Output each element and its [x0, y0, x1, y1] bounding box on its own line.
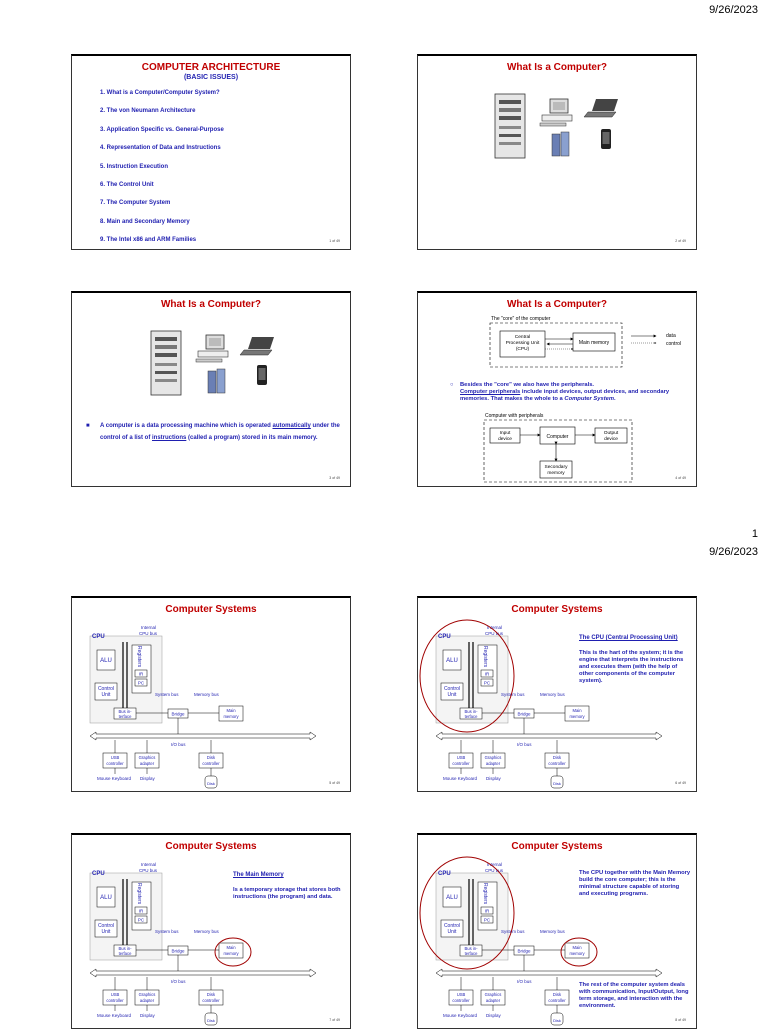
internal-bus-label: CPU bus: [485, 631, 504, 636]
main-memory-label: Main: [572, 945, 582, 950]
secondary-memory-label: memory: [547, 471, 565, 476]
mouse-keyboard-label: Mouse Keyboard: [443, 776, 478, 781]
pc-label: PC: [483, 680, 491, 686]
graphics-adapter-label: Graphics: [484, 992, 502, 997]
section-body: This is the hart of the system; it is the engine that interprets the instructions and executes them (with the help of other components of the computer system).: [579, 650, 684, 684]
display-label: Display: [486, 1013, 501, 1018]
workstation-icon: [552, 132, 569, 156]
graphics-adapter-label: adapter: [139, 761, 155, 766]
internal-bus-label: CPU bus: [139, 868, 158, 873]
slide-footer: 5 of 49: [329, 781, 340, 785]
legend-control: control: [666, 341, 682, 347]
disk-label: Disk: [207, 781, 215, 786]
slide-bullet: [86, 420, 341, 444]
disk-controller-label: Disk: [206, 755, 216, 760]
usb-controller-label: controller: [452, 761, 470, 766]
bus-interface-label: Bus in-: [464, 709, 478, 714]
slide-5: [71, 596, 351, 792]
registers-label: Registers: [136, 646, 142, 668]
cpu-label: CPU: [438, 634, 451, 640]
slide-8: [417, 833, 697, 1029]
core-label: The "core" of the computer: [491, 316, 551, 322]
internal-bus-label: Internal: [141, 862, 157, 867]
section-body: The rest of the computer system deals with communication, Input/Output, long term storage, and interaction with the environment.: [579, 982, 689, 1009]
toc-item: 8. Main and Secondary Memory: [100, 218, 190, 225]
bullet-emphasis: Computer peripherals: [460, 389, 521, 396]
slide-footer: 7 of 49: [329, 1018, 340, 1022]
system-bus-label: System bus: [155, 929, 179, 934]
io-bus-label: I/O bus: [517, 742, 532, 747]
slide-footer: 2 of 49: [675, 239, 686, 243]
slide-4: [417, 291, 697, 487]
page-date-top: 9/26/2023: [709, 4, 758, 16]
bullet-text: .: [614, 396, 616, 403]
disk-label: Disk: [207, 1018, 215, 1023]
bridge-label: Bridge: [171, 711, 185, 717]
toc-item: 7. The Computer System: [100, 200, 171, 207]
phone-icon: [257, 365, 267, 385]
control-unit-label: Control: [443, 923, 461, 929]
pc-label: PC: [137, 917, 145, 923]
main-memory-label: Main memory: [578, 340, 610, 346]
desktop-pc-icon: [196, 335, 228, 362]
bullet-text: under the control of a list of: [100, 423, 340, 441]
graphics-adapter-label: Graphics: [484, 755, 502, 760]
server-tower-icon: [151, 331, 181, 395]
alu-label: ALU: [100, 895, 112, 901]
disk-label: Disk: [553, 1018, 561, 1023]
ir-label: IR: [484, 908, 490, 914]
disk-controller-label: controller: [548, 761, 566, 766]
bullet-emphasis: instructions: [152, 435, 187, 441]
bullet-icon: ■: [86, 423, 90, 429]
graphics-adapter-label: Graphics: [138, 755, 156, 760]
io-bus-label: I/O bus: [171, 979, 186, 984]
graphics-adapter-label: adapter: [139, 998, 155, 1003]
laptop-icon: [240, 337, 274, 355]
page-date-bottom: 9/26/2023: [709, 546, 758, 558]
cpu-label: CPU: [92, 634, 105, 640]
bus-interface-label: Bus in-: [118, 709, 132, 714]
section-body: Is a temporary storage that stores both instructions (the program) and data.: [233, 887, 341, 900]
cpu-highlight-circle: [418, 598, 697, 792]
laptop-icon: [584, 99, 618, 117]
io-bus-label: I/O bus: [517, 979, 532, 984]
alu-label: ALU: [446, 895, 458, 901]
slide-footer: 4 of 49: [675, 476, 686, 480]
io-bus-label: I/O bus: [171, 742, 186, 747]
system-bus-label: System bus: [501, 692, 525, 697]
slide-title: COMPUTER ARCHITECTURE: [141, 62, 281, 73]
main-memory-label: Main: [572, 708, 582, 713]
bus-interface-label: Bus in-: [118, 946, 132, 951]
main-memory-label: Main: [226, 708, 236, 713]
disk-controller-label: controller: [548, 998, 566, 1003]
graphics-adapter-label: adapter: [485, 998, 501, 1003]
slide-subtitle: (BASIC ISSUES): [183, 74, 239, 81]
peripherals-label: Computer with peripherals: [485, 413, 544, 419]
bus-interface-label: terface: [118, 951, 132, 956]
disk-controller-label: Disk: [206, 992, 216, 997]
bridge-label: Bridge: [171, 948, 185, 954]
main-memory-label: memory: [223, 951, 239, 956]
cpu-label: CPU: [438, 871, 451, 877]
output-device-label: Output: [603, 431, 619, 436]
usb-controller-label: controller: [106, 761, 124, 766]
toc-item: 4. Representation of Data and Instructions: [100, 145, 221, 152]
alu-label: ALU: [446, 658, 458, 664]
slide-title: Computer Systems: [165, 604, 257, 615]
mouse-keyboard-label: Mouse Keyboard: [97, 1013, 132, 1018]
toc-list: [100, 90, 224, 250]
disk-label: Disk: [553, 781, 561, 786]
control-unit-label: Control: [97, 923, 115, 929]
slide-footer: 8 of 49: [675, 1018, 686, 1022]
disk-controller-label: controller: [202, 998, 220, 1003]
cpu-label: CPU: [92, 871, 105, 877]
bus-interface-label: terface: [464, 951, 478, 956]
toc-item: 2. The von Neumann Architecture: [100, 108, 196, 115]
main-memory-label: Main: [226, 945, 236, 950]
usb-controller-label: controller: [106, 998, 124, 1003]
slide-title: Computer Systems: [511, 604, 603, 615]
slide-footer: 1 of 49: [329, 239, 340, 243]
io-bus-arrow: [90, 732, 316, 740]
mouse-keyboard-label: Mouse Keyboard: [443, 1013, 478, 1018]
bullet-text: include input devices, output devices, and secondary memories. That makes the whole to a: [460, 389, 670, 403]
control-unit-label: Unit: [101, 929, 111, 935]
section-heading: The CPU (Central Processing Unit): [579, 635, 678, 641]
toc-item: 3. Application Specific vs. General-Purpose: [100, 126, 224, 133]
computers-illustration: [418, 56, 697, 250]
bullet-text: A computer is a data processing machine which is operated: [100, 423, 273, 429]
bridge-label: Bridge: [517, 711, 531, 717]
internal-bus-label: Internal: [487, 862, 503, 867]
cpu-label: Processing Unit: [505, 341, 540, 346]
section-body: The CPU together with the Main Memory build the core computer; this is the minimal structure capable of storing and executing programs.: [579, 870, 691, 897]
display-label: Display: [140, 776, 155, 781]
bullet-text: (called a program) stored in its main memory.: [186, 435, 318, 441]
phone-icon: [601, 129, 611, 149]
bus-interface-label: terface: [118, 714, 132, 719]
toc-item: 6. The Control Unit: [100, 181, 154, 188]
slide-title: Computer Systems: [511, 841, 603, 852]
ir-label: IR: [138, 671, 144, 677]
slide-title: What Is a Computer?: [506, 62, 607, 73]
usb-controller-label: USB: [456, 755, 466, 760]
input-device-label: device: [498, 437, 512, 442]
toc-item: 5. Instruction Execution: [100, 163, 169, 170]
system-diagram-svg: [72, 598, 351, 792]
registers-label: Registers: [136, 883, 142, 905]
usb-controller-label: USB: [110, 755, 120, 760]
section-heading: The Main Memory: [233, 872, 284, 878]
bullet-emphasis: Computer System: [564, 396, 614, 403]
memory-highlight-circle: [72, 835, 351, 1029]
disk-controller-label: controller: [202, 761, 220, 766]
usb-controller-label: controller: [452, 998, 470, 1003]
server-tower-icon: [495, 94, 525, 158]
main-memory-label: memory: [569, 714, 585, 719]
disk-controller-label: Disk: [552, 992, 562, 997]
slide-6: [417, 596, 697, 792]
alu-label: ALU: [100, 658, 112, 664]
ir-label: IR: [138, 908, 144, 914]
computers-illustration: [72, 293, 351, 413]
bullet-icon: ○: [450, 382, 454, 388]
graphics-adapter-label: adapter: [485, 761, 501, 766]
slide-2: [417, 54, 697, 250]
memory-bus-label: Memory bus: [194, 692, 219, 697]
cpu-label: (CPU): [515, 347, 530, 352]
control-unit-label: Unit: [101, 692, 111, 698]
internal-bus-label: CPU bus: [485, 868, 504, 873]
toc-item: 9. The Intel x86 and ARM Families: [100, 237, 197, 244]
slide-footer: 3 of 49: [329, 476, 340, 480]
input-device-label: Input: [499, 431, 511, 436]
memory-bus-label: Memory bus: [540, 692, 565, 697]
control-unit-label: Control: [97, 686, 115, 692]
pc-label: PC: [483, 917, 491, 923]
disk-controller-label: Disk: [552, 755, 562, 760]
bus-interface-label: terface: [464, 714, 478, 719]
memory-bus-label: Memory bus: [540, 929, 565, 934]
pc-label: PC: [137, 680, 145, 686]
bullet-emphasis: automatically: [272, 423, 311, 429]
slide-title: What Is a Computer?: [506, 299, 607, 310]
workstation-icon: [208, 369, 225, 393]
main-memory-label: memory: [223, 714, 239, 719]
system-bus-label: System bus: [155, 692, 179, 697]
internal-bus-label: CPU bus: [139, 631, 158, 636]
control-unit-label: Unit: [447, 929, 457, 935]
computer-label: Computer: [546, 434, 569, 440]
secondary-memory-label: Secondary: [544, 465, 568, 470]
registers-label: Registers: [482, 883, 488, 905]
desktop-pc-icon: [540, 99, 572, 126]
graphics-adapter-label: Graphics: [138, 992, 156, 997]
ir-label: IR: [484, 671, 490, 677]
slide-7: [71, 833, 351, 1029]
page-number: 1: [751, 528, 758, 540]
usb-controller-label: USB: [110, 992, 120, 997]
mouse-keyboard-label: Mouse Keyboard: [97, 776, 132, 781]
control-unit-label: Unit: [447, 692, 457, 698]
internal-bus-label: Internal: [487, 625, 503, 630]
bridge-label: Bridge: [517, 948, 531, 954]
main-memory-label: memory: [569, 951, 585, 956]
toc-item: 1. What is a Computer/Computer System?: [100, 90, 220, 96]
cpu-label: Central: [514, 335, 531, 340]
slide-title: What Is a Computer?: [160, 299, 261, 310]
registers-label: Registers: [482, 646, 488, 668]
memory-bus-label: Memory bus: [194, 929, 219, 934]
internal-bus-label: Internal: [141, 625, 157, 630]
slide-3: [71, 291, 351, 487]
usb-controller-label: USB: [456, 992, 466, 997]
display-label: Display: [140, 1013, 155, 1018]
legend-data: data: [666, 333, 676, 339]
control-unit-label: Control: [443, 686, 461, 692]
bus-interface-label: Bus in-: [464, 946, 478, 951]
slide-bullet: [450, 382, 690, 404]
output-device-label: device: [604, 437, 618, 442]
system-bus-label: System bus: [501, 929, 525, 934]
slide-footer: 6 of 49: [675, 781, 686, 785]
display-label: Display: [486, 776, 501, 781]
slide-title: Computer Systems: [165, 841, 257, 852]
slide-1: [71, 54, 351, 250]
bullet-text: Besides the "core" we also have the peripherals.: [460, 382, 595, 388]
